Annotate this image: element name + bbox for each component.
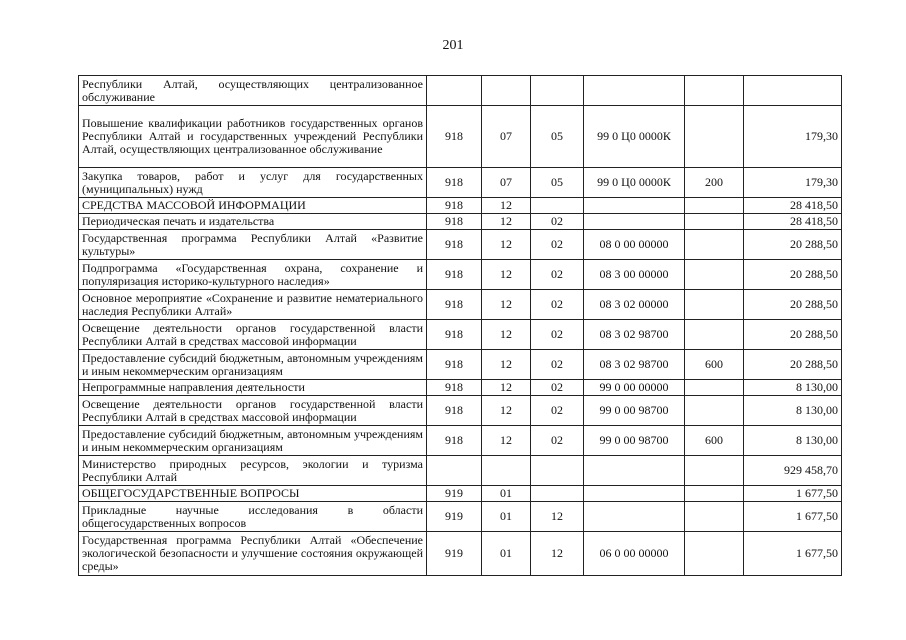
expense-type-code-cell — [685, 290, 744, 320]
table-row — [79, 320, 842, 350]
budget-table — [78, 75, 842, 576]
row-name-cell: СРЕДСТВА МАССОВОЙ ИНФОРМАЦИИ — [79, 198, 427, 214]
table-row — [79, 426, 842, 456]
ministry-code-cell: 918 — [427, 426, 482, 456]
row-name-cell: Государственная программа Республики Алтай «Развитие культуры» — [79, 230, 427, 260]
expense-type-code-cell — [685, 396, 744, 426]
ministry-code-cell — [427, 456, 482, 486]
subsection-code-cell: 02 — [531, 214, 584, 230]
amount-cell — [744, 76, 842, 106]
expense-type-code-cell — [685, 198, 744, 214]
ministry-code-cell — [427, 76, 482, 106]
section-code-cell: 07 — [482, 168, 531, 198]
section-code-cell: 12 — [482, 290, 531, 320]
amount-cell: 8 130,00 — [744, 396, 842, 426]
subsection-code-cell — [531, 486, 584, 502]
table-row — [79, 214, 842, 230]
amount-cell: 1 677,50 — [744, 502, 842, 532]
expense-type-code-cell — [685, 320, 744, 350]
section-code-cell: 12 — [482, 350, 531, 380]
table-row — [79, 168, 842, 198]
row-name-cell: Основное мероприятие «Сохранение и развитие нематериального наследия Республики Алтай» — [79, 290, 427, 320]
target-article-code-cell: 06 0 00 00000 — [584, 532, 685, 576]
row-name-cell: Освещение деятельности органов государственной власти Республики Алтай в средствах массовой информации — [79, 320, 427, 350]
target-article-code-cell: 08 3 02 98700 — [584, 320, 685, 350]
section-code-cell: 01 — [482, 502, 531, 532]
subsection-code-cell: 05 — [531, 106, 584, 168]
expense-type-code-cell — [685, 532, 744, 576]
expense-type-code-cell: 200 — [685, 168, 744, 198]
table-row — [79, 350, 842, 380]
ministry-code-cell: 919 — [427, 532, 482, 576]
amount-cell: 1 677,50 — [744, 532, 842, 576]
section-code-cell — [482, 456, 531, 486]
subsection-code-cell: 02 — [531, 290, 584, 320]
ministry-code-cell: 918 — [427, 214, 482, 230]
amount-cell: 179,30 — [744, 168, 842, 198]
expense-type-code-cell — [685, 76, 744, 106]
expense-type-code-cell — [685, 380, 744, 396]
amount-cell: 28 418,50 — [744, 214, 842, 230]
amount-cell: 20 288,50 — [744, 320, 842, 350]
ministry-code-cell: 918 — [427, 168, 482, 198]
target-article-code-cell: 99 0 00 98700 — [584, 426, 685, 456]
subsection-code-cell: 02 — [531, 380, 584, 396]
subsection-code-cell: 02 — [531, 396, 584, 426]
amount-cell: 20 288,50 — [744, 260, 842, 290]
table-row — [79, 76, 842, 106]
row-name-cell: Закупка товаров, работ и услуг для государственных (муниципальных) нужд — [79, 168, 427, 198]
table-row — [79, 260, 842, 290]
subsection-code-cell — [531, 76, 584, 106]
expense-type-code-cell — [685, 106, 744, 168]
target-article-code-cell: 08 3 02 00000 — [584, 290, 685, 320]
row-name-cell: Повышение квалификации работников государственных органов Республики Алтай и государственных учреждений Республики Алтай, осуществляющих централизованное обслуживание — [79, 106, 427, 168]
target-article-code-cell: 08 3 02 98700 — [584, 350, 685, 380]
subsection-code-cell: 12 — [531, 532, 584, 576]
amount-cell: 20 288,50 — [744, 290, 842, 320]
ministry-code-cell: 918 — [427, 396, 482, 426]
target-article-code-cell — [584, 76, 685, 106]
expense-type-code-cell — [685, 230, 744, 260]
expense-type-code-cell — [685, 260, 744, 290]
target-article-code-cell: 08 3 00 00000 — [584, 260, 685, 290]
ministry-code-cell: 919 — [427, 502, 482, 532]
subsection-code-cell: 02 — [531, 260, 584, 290]
amount-cell: 1 677,50 — [744, 486, 842, 502]
target-article-code-cell — [584, 198, 685, 214]
ministry-code-cell: 918 — [427, 320, 482, 350]
section-code-cell: 01 — [482, 532, 531, 576]
ministry-code-cell: 918 — [427, 350, 482, 380]
target-article-code-cell: 99 0 00 98700 — [584, 396, 685, 426]
table-row — [79, 532, 842, 576]
target-article-code-cell — [584, 456, 685, 486]
target-article-code-cell — [584, 486, 685, 502]
subsection-code-cell: 02 — [531, 426, 584, 456]
amount-cell: 8 130,00 — [744, 426, 842, 456]
table-row — [79, 230, 842, 260]
table-row — [79, 198, 842, 214]
ministry-code-cell: 918 — [427, 380, 482, 396]
expense-type-code-cell — [685, 486, 744, 502]
row-name-cell: Предоставление субсидий бюджетным, автономным учреждениям и иным некоммерческим организациям — [79, 426, 427, 456]
target-article-code-cell — [584, 214, 685, 230]
row-name-cell: Подпрограмма «Государственная охрана, сохранение и популяризация историко-культурного наследия» — [79, 260, 427, 290]
row-name-cell: Республики Алтай, осуществляющих централизованное обслуживание — [79, 76, 427, 106]
subsection-code-cell: 02 — [531, 350, 584, 380]
table-row — [79, 106, 842, 168]
section-code-cell — [482, 76, 531, 106]
row-name-cell: Прикладные научные исследования в области общегосударственных вопросов — [79, 502, 427, 532]
table-row — [79, 486, 842, 502]
subsection-code-cell: 12 — [531, 502, 584, 532]
row-name-cell: Непрограммные направления деятельности — [79, 380, 427, 396]
section-code-cell: 12 — [482, 198, 531, 214]
amount-cell: 20 288,50 — [744, 230, 842, 260]
ministry-code-cell: 918 — [427, 260, 482, 290]
subsection-code-cell — [531, 456, 584, 486]
section-code-cell: 12 — [482, 214, 531, 230]
page-number: 201 — [442, 38, 464, 53]
ministry-code-cell: 918 — [427, 230, 482, 260]
table-row — [79, 396, 842, 426]
subsection-code-cell — [531, 198, 584, 214]
ministry-code-cell: 919 — [427, 486, 482, 502]
section-code-cell: 07 — [482, 106, 531, 168]
section-code-cell: 12 — [482, 380, 531, 396]
section-code-cell: 12 — [482, 260, 531, 290]
table-row — [79, 456, 842, 486]
row-name-cell: Предоставление субсидий бюджетным, автономным учреждениям и иным некоммерческим организациям — [79, 350, 427, 380]
amount-cell: 929 458,70 — [744, 456, 842, 486]
row-name-cell: Министерство природных ресурсов, экологии и туризма Республики Алтай — [79, 456, 427, 486]
section-code-cell: 12 — [482, 230, 531, 260]
target-article-code-cell: 99 0 Ц0 0000К — [584, 168, 685, 198]
budget-table-body — [79, 76, 842, 576]
amount-cell: 28 418,50 — [744, 198, 842, 214]
expense-type-code-cell — [685, 214, 744, 230]
row-name-cell: Периодическая печать и издательства — [79, 214, 427, 230]
target-article-code-cell: 08 0 00 00000 — [584, 230, 685, 260]
target-article-code-cell: 99 0 00 00000 — [584, 380, 685, 396]
row-name-cell: Освещение деятельности органов государственной власти Республики Алтай в средствах массовой информации — [79, 396, 427, 426]
table-row — [79, 290, 842, 320]
table-row — [79, 502, 842, 532]
section-code-cell: 12 — [482, 320, 531, 350]
subsection-code-cell: 02 — [531, 320, 584, 350]
target-article-code-cell — [584, 502, 685, 532]
expense-type-code-cell — [685, 502, 744, 532]
expense-type-code-cell: 600 — [685, 426, 744, 456]
section-code-cell: 01 — [482, 486, 531, 502]
amount-cell: 8 130,00 — [744, 380, 842, 396]
section-code-cell: 12 — [482, 396, 531, 426]
expense-type-code-cell: 600 — [685, 350, 744, 380]
section-code-cell: 12 — [482, 426, 531, 456]
row-name-cell: ОБЩЕГОСУДАРСТВЕННЫЕ ВОПРОСЫ — [79, 486, 427, 502]
expense-type-code-cell — [685, 456, 744, 486]
ministry-code-cell: 918 — [427, 290, 482, 320]
target-article-code-cell: 99 0 Ц0 0000К — [584, 106, 685, 168]
subsection-code-cell: 02 — [531, 230, 584, 260]
ministry-code-cell: 918 — [427, 106, 482, 168]
ministry-code-cell: 918 — [427, 198, 482, 214]
table-row — [79, 380, 842, 396]
amount-cell: 179,30 — [744, 106, 842, 168]
subsection-code-cell: 05 — [531, 168, 584, 198]
amount-cell: 20 288,50 — [744, 350, 842, 380]
row-name-cell: Государственная программа Республики Алтай «Обеспечение экологической безопасности и улучшение состояния окружающей среды» — [79, 532, 427, 576]
